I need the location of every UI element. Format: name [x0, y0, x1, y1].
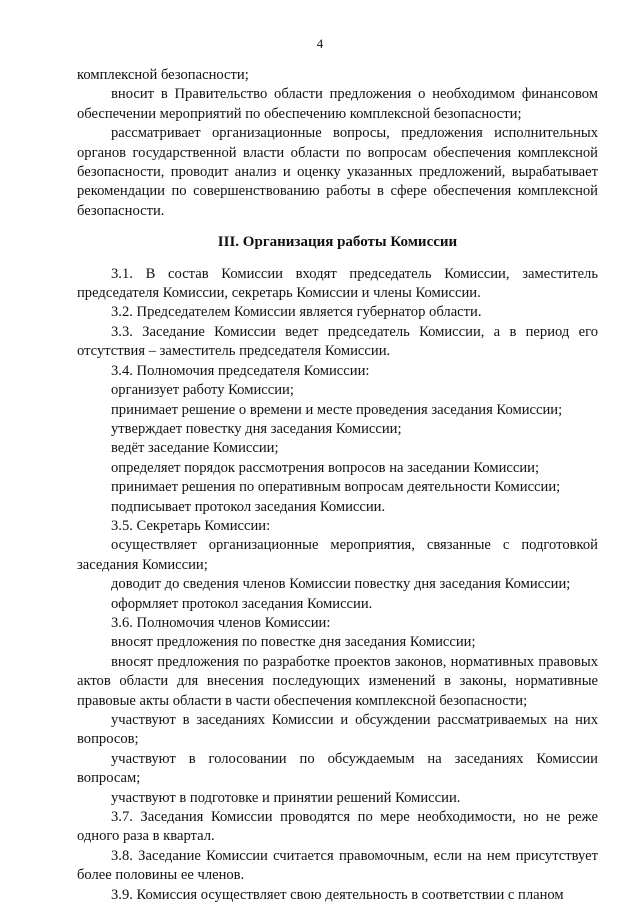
section-heading: III. Организация работы Комиссии [217, 234, 458, 251]
paragraph: 3.4. Полномочия председателя Комиссии: [111, 362, 370, 379]
paragraph: осуществляет организационные мероприятия, связанные с подготовкой заседания Комиссии; [77, 537, 598, 573]
paragraph: организует работу Комиссии; [111, 382, 294, 399]
paragraph: 3.2. Председателем Комиссии является губернатор области. [111, 304, 482, 321]
paragraph: принимает решение о времени и месте проведения заседания Комиссии; [111, 401, 563, 418]
paragraph: принимает решения по оперативным вопросам деятельности Комиссии; [111, 479, 561, 496]
paragraph: участвуют в подготовке и принятии решений Комиссии. [111, 789, 461, 806]
paragraph: 3.3. Заседание Комиссии ведет председатель Комиссии, а в период его отсутствия – заместитель председателя Комиссии. [77, 323, 598, 360]
paragraph: подписывает протокол заседания Комиссии. [111, 498, 386, 515]
document-body [77, 66, 598, 905]
paragraph: участвуют в заседаниях Комиссии и обсуждении рассматриваемых на них вопросов; [77, 712, 598, 748]
paragraph: рассматривает организационные вопросы, предложения исполнительных органов государственной власти области по вопросам обеспечения комплексной безопасности, проводит анализ и оценку указанных предложений, вырабатывает рекомендации по совершенствованию работы в сфере обеспечения комплексной безопасности. [77, 125, 598, 219]
paragraph: 3.9. Комиссия осуществляет свою деятельность в соответствии с планом [111, 886, 564, 903]
paragraph: вносят предложения по повестке дня заседания Комиссии; [111, 634, 476, 651]
paragraph: комплексной безопасности; [77, 67, 249, 83]
paragraph: определяет порядок рассмотрения вопросов на заседании Комиссии; [111, 459, 540, 476]
paragraph: вносит в Правительство области предложения о необходимом финансовом обеспечении мероприятий по обеспечению комплексной безопасности; [77, 86, 598, 122]
paragraph: 3.5. Секретарь Комиссии: [111, 517, 271, 534]
paragraph: участвуют в голосовании по обсуждаемым на заседаниях Комиссии вопросам; [77, 750, 598, 787]
paragraph: доводит до сведения членов Комиссии повестку дня заседания Комиссии; [111, 576, 571, 593]
paragraph: 3.6. Полномочия членов Комиссии: [111, 614, 331, 631]
paragraph: 3.7. Заседания Комиссии проводятся по мере необходимости, но не реже одного раза в квартал. [77, 809, 598, 845]
paragraph: 3.1. В состав Комиссии входят председатель Комиссии, заместитель председателя Комиссии, секретарь Комиссии и члены Комиссии. [77, 265, 598, 302]
paragraph: 3.8. Заседание Комиссии считается правомочным, если на нем присутствует более половины ее членов. [77, 847, 598, 884]
paragraph: оформляет протокол заседания Комиссии. [111, 595, 373, 612]
page-number: 4 [316, 36, 324, 51]
paragraph: вносят предложения по разработке проектов законов, нормативных правовых актов области для внесения последующих изменений в законы, нормативные правовые акты области в части обеспечения комплексной безопасности; [77, 653, 598, 709]
paragraph: ведёт заседание Комиссии; [111, 440, 279, 457]
paragraph: утверждает повестку дня заседания Комиссии; [111, 420, 402, 437]
